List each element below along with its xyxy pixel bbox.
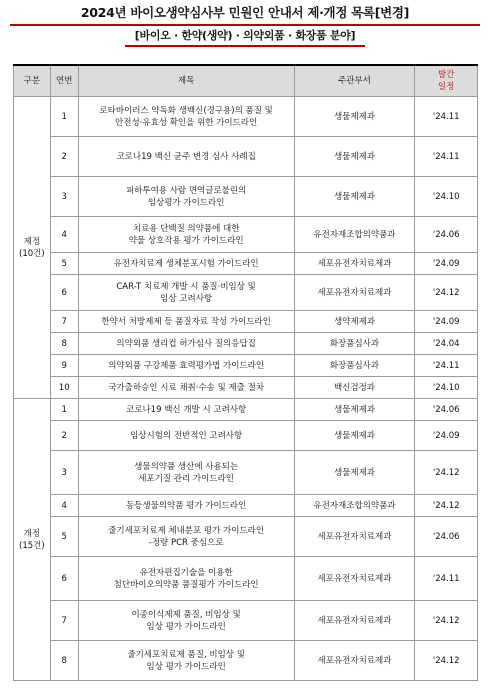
row-date: '24.11 bbox=[415, 557, 478, 601]
header-date-line1: 발간 bbox=[437, 70, 455, 80]
row-dept: 세포유전자치료제과 bbox=[294, 517, 415, 557]
row-number: 3 bbox=[50, 451, 78, 495]
row-number: 3 bbox=[50, 177, 78, 217]
table-row bbox=[14, 451, 478, 495]
row-title bbox=[78, 137, 294, 177]
row-title-line1: 코로나19 백신 개발 시 고려사항 bbox=[126, 404, 247, 415]
row-title bbox=[78, 217, 294, 253]
header-title: 제목 bbox=[78, 65, 294, 97]
row-date: '24.12 bbox=[415, 641, 478, 681]
row-title-line2: -정량 PCR 중심으로 bbox=[148, 537, 224, 548]
row-number: 10 bbox=[50, 377, 78, 399]
table-row bbox=[14, 177, 478, 217]
row-number: 1 bbox=[50, 399, 78, 421]
row-title bbox=[78, 97, 294, 137]
table-row bbox=[14, 97, 478, 137]
row-title-line1: 국가출하승인 시료 채취·수송 및 제출 절차 bbox=[108, 382, 265, 393]
document-header bbox=[10, 4, 480, 47]
table-row bbox=[14, 601, 478, 641]
row-title bbox=[78, 177, 294, 217]
row-title-line2: 약물 상호작용 평가 가이드라인 bbox=[128, 235, 244, 246]
row-title-line2: 임상평가 가이드라인 bbox=[147, 197, 225, 208]
row-title bbox=[78, 451, 294, 495]
guideline-table bbox=[13, 64, 478, 681]
row-date: '24.11 bbox=[415, 137, 478, 177]
row-title-line1: 임상시험의 전반적인 고려사항 bbox=[130, 430, 243, 441]
row-date: '24.12 bbox=[415, 275, 478, 311]
row-date: '24.12 bbox=[415, 451, 478, 495]
row-title bbox=[78, 495, 294, 517]
document-title-text: 2024년 바이오생약심사부 민원인 안내서 제·개정 목록[변경] bbox=[80, 5, 410, 20]
row-dept: 세포유전자치료제과 bbox=[294, 253, 415, 275]
row-title bbox=[78, 517, 294, 557]
table-row bbox=[14, 641, 478, 681]
row-number: 2 bbox=[50, 137, 78, 177]
header-date bbox=[415, 65, 478, 97]
row-number: 2 bbox=[50, 421, 78, 451]
row-date: '24.11 bbox=[415, 355, 478, 377]
table-row bbox=[14, 275, 478, 311]
document-title bbox=[10, 4, 480, 26]
row-dept: 생물제제과 bbox=[294, 421, 415, 451]
table-row bbox=[14, 517, 478, 557]
row-title-line1: 한약서 처방제제 등 품질자료 작성 가이드라인 bbox=[101, 316, 271, 327]
row-date: '24.09 bbox=[415, 311, 478, 333]
row-title bbox=[78, 377, 294, 399]
group-name: 개정 bbox=[23, 528, 41, 539]
row-dept: 생물제제과 bbox=[294, 399, 415, 421]
row-dept: 생물제제과 bbox=[294, 137, 415, 177]
group-label bbox=[14, 97, 51, 399]
row-title-line2: 임상 평가 가이드라인 bbox=[146, 661, 226, 672]
group-label bbox=[14, 399, 51, 681]
row-dept: 세포유전자치료제과 bbox=[294, 557, 415, 601]
table-row bbox=[14, 495, 478, 517]
group-count: (10건) bbox=[19, 248, 45, 259]
row-date: '24.09 bbox=[415, 421, 478, 451]
row-dept: 생물제제과 bbox=[294, 451, 415, 495]
row-title-line1: 코로나19 백신 균주 변경 심사 사례집 bbox=[116, 151, 256, 162]
row-title-line1: 줄기세포치료제 품질, 비임상 및 bbox=[127, 649, 245, 660]
row-date: '24.12 bbox=[415, 601, 478, 641]
table-row bbox=[14, 137, 478, 177]
row-title-line1: 줄기세포치료제 체내분포 평가 가이드라인 bbox=[108, 525, 265, 536]
table-row bbox=[14, 557, 478, 601]
row-title bbox=[78, 311, 294, 333]
title-underline bbox=[10, 24, 480, 26]
row-dept: 세포유전자치료제과 bbox=[294, 641, 415, 681]
row-title-line1: 이종이식제제 품질, 비임상 및 bbox=[131, 609, 241, 620]
row-date: '24.10 bbox=[415, 177, 478, 217]
row-title-line1: 유전자치료제 생체분포시험 가이드라인 bbox=[113, 258, 259, 269]
row-title-line2: 첨단바이오의약품 품질평가 가이드라인 bbox=[113, 579, 259, 590]
row-number: 4 bbox=[50, 495, 78, 517]
row-title bbox=[78, 355, 294, 377]
row-number: 1 bbox=[50, 97, 78, 137]
row-title-line1: 생물의약품 생산에 사용되는 bbox=[134, 461, 239, 472]
row-title bbox=[78, 253, 294, 275]
table-row bbox=[14, 355, 478, 377]
row-dept: 화장품심사과 bbox=[294, 355, 415, 377]
row-dept: 백신검정과 bbox=[294, 377, 415, 399]
table-row bbox=[14, 333, 478, 355]
table-row bbox=[14, 421, 478, 451]
document-subtitle-text: [바이오 · 한약(생약) · 의약외품 · 화장품 분야] bbox=[134, 29, 356, 42]
row-date: '24.12 bbox=[415, 495, 478, 517]
row-title bbox=[78, 399, 294, 421]
row-number: 5 bbox=[50, 253, 78, 275]
row-title-line1: 피하투여용 사람 면역글로불린의 bbox=[125, 185, 247, 196]
row-title bbox=[78, 641, 294, 681]
row-number: 5 bbox=[50, 517, 78, 557]
table-row bbox=[14, 399, 478, 421]
row-date: '24.11 bbox=[415, 97, 478, 137]
row-dept: 생물제제과 bbox=[294, 97, 415, 137]
row-title-line1: 치료용 단백질 의약품에 대한 bbox=[132, 223, 240, 234]
row-title-line1: 동등생물의약품 평가 가이드라인 bbox=[125, 500, 247, 511]
row-dept: 유전자재조합의약품과 bbox=[294, 495, 415, 517]
row-date: '24.06 bbox=[415, 517, 478, 557]
document-subtitle bbox=[10, 28, 480, 47]
row-title-line1: CAR-T 치료제 개발 시 품질·비임상 및 bbox=[116, 281, 256, 292]
row-title bbox=[78, 333, 294, 355]
group-name: 제정 bbox=[23, 236, 41, 247]
row-title-line1: 로타바이러스 약독화 생백신(경구용)의 품질 및 bbox=[99, 105, 273, 116]
header-date-line2: 일정 bbox=[437, 82, 455, 92]
row-date: '24.06 bbox=[415, 399, 478, 421]
row-dept: 생물제제과 bbox=[294, 177, 415, 217]
table-row bbox=[14, 311, 478, 333]
row-dept: 세포유전자치료제과 bbox=[294, 601, 415, 641]
row-title-line2: 안전성·유효성 확인을 위한 가이드라인 bbox=[115, 117, 258, 128]
row-title bbox=[78, 275, 294, 311]
row-date: '24.06 bbox=[415, 217, 478, 253]
row-title bbox=[78, 601, 294, 641]
row-title bbox=[78, 421, 294, 451]
row-title-line2: 임상 고려사항 bbox=[160, 293, 213, 304]
row-title-line1: 유전자편집기술을 이용한 bbox=[139, 567, 233, 578]
row-number: 8 bbox=[50, 333, 78, 355]
table-row bbox=[14, 377, 478, 399]
row-dept: 화장품심사과 bbox=[294, 333, 415, 355]
group-count: (15건) bbox=[19, 540, 45, 551]
row-number: 7 bbox=[50, 311, 78, 333]
row-number: 6 bbox=[50, 275, 78, 311]
row-date: '24.04 bbox=[415, 333, 478, 355]
table-header-row bbox=[14, 65, 478, 97]
row-title bbox=[78, 557, 294, 601]
header-no: 연번 bbox=[50, 65, 78, 97]
header-gubun: 구분 bbox=[14, 65, 51, 97]
row-number: 6 bbox=[50, 557, 78, 601]
row-title-line1: 의약외품 구강제품 효력평가법 가이드라인 bbox=[108, 360, 265, 371]
row-number: 9 bbox=[50, 355, 78, 377]
table-row bbox=[14, 253, 478, 275]
row-title-line2: 세포기질 관리 가이드라인 bbox=[138, 473, 234, 484]
row-date: '24.10 bbox=[415, 377, 478, 399]
row-title-line1: 의약외품 생리컵 허가심사 질의응답집 bbox=[116, 338, 256, 349]
header-dept: 주관부서 bbox=[294, 65, 415, 97]
row-date: '24.09 bbox=[415, 253, 478, 275]
row-dept: 생약제제과 bbox=[294, 311, 415, 333]
row-number: 8 bbox=[50, 641, 78, 681]
row-dept: 유전자재조합의약품과 bbox=[294, 217, 415, 253]
row-dept: 세포유전자치료제과 bbox=[294, 275, 415, 311]
row-number: 7 bbox=[50, 601, 78, 641]
subtitle-underline bbox=[125, 45, 365, 47]
row-title-line2: 임상 평가 가이드라인 bbox=[146, 621, 226, 632]
table-row bbox=[14, 217, 478, 253]
row-number: 4 bbox=[50, 217, 78, 253]
